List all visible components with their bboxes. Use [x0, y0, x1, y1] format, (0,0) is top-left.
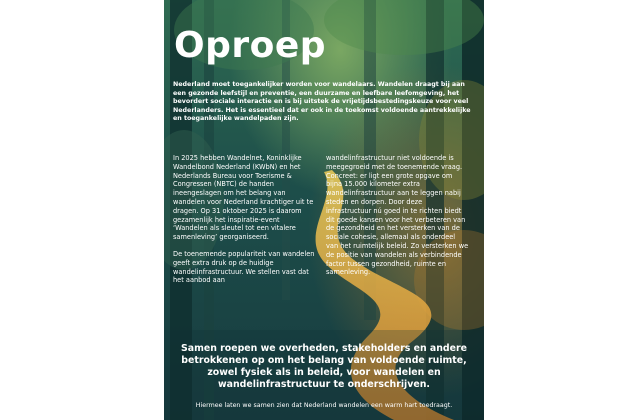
body-column-left — [173, 154, 316, 293]
body-column-right — [326, 154, 469, 285]
body-paragraph: De toenemende populariteit van wandelen geeft extra druk op de huidige wandelinfrastructuur. We stellen vast dat het aanbod aan — [173, 249, 315, 285]
poster — [164, 0, 484, 420]
body-paragraph: In 2025 hebben Wandelnet, Koninklijke Wandelbond Nederland (KWbN) en het Nederlands Bureau voor Toerisme & Congressen (NBTC) de handen ineengeslagen om het belang van wandelen voor Nederland krachtiger uit te dragen. Op 31 oktober 2025 is daarom gezamenlijk het inspiratie-event ‘Wandelen als sleutel tot een vitalere samenleving’ georganiseerd. — [173, 154, 314, 242]
intro-paragraph: Nederland moet toegankelijker worden voor wandelaars. Wandelen draagt bij aan een gezonde leefstijl en preventie, een duurzame en leefbare leefomgeving, het bevordert sociale interactie en is bij uitstek de vrijetijdsbestedingskeuze voor veel Nederlanders. Het is essentieel dat er ook in de toekomst voldoende aantrekkelijke en toegankelijke wandelpaden zijn. — [173, 81, 471, 123]
call-to-action: Samen roepen we overheden, stakeholders en andere betrokkenen op om het belang van voldoende ruimte, zowel fysiek als in beleid, voor wandelen en wandelinfrastructuur te onderschrijven. — [181, 343, 467, 390]
body-paragraph: wandelinfrastructuur niet voldoende is meegegroeid met de toenemende vraag. Concreet: er ligt een grote opgave om bijna 15.000 kilometer extra wandelinfrastructuur aan te leggen nabij steden en dorpen. Door deze infrastructuur nú goed in te richten biedt dit goede kansen voor het verbeteren van de gezondheid en het versterken van de sociale cohesie, allemaal als onderdeel van het ruimtelijk beleid. Zo versterken we de positie van wandelen als verbindende factor tussen gezondheid, ruimte en samenleving. — [326, 154, 469, 277]
page-title: Oproep — [174, 25, 327, 66]
closing-line: Hiermee laten we samen zien dat Nederland wandelen een warm hart toedraagt. — [195, 402, 453, 409]
